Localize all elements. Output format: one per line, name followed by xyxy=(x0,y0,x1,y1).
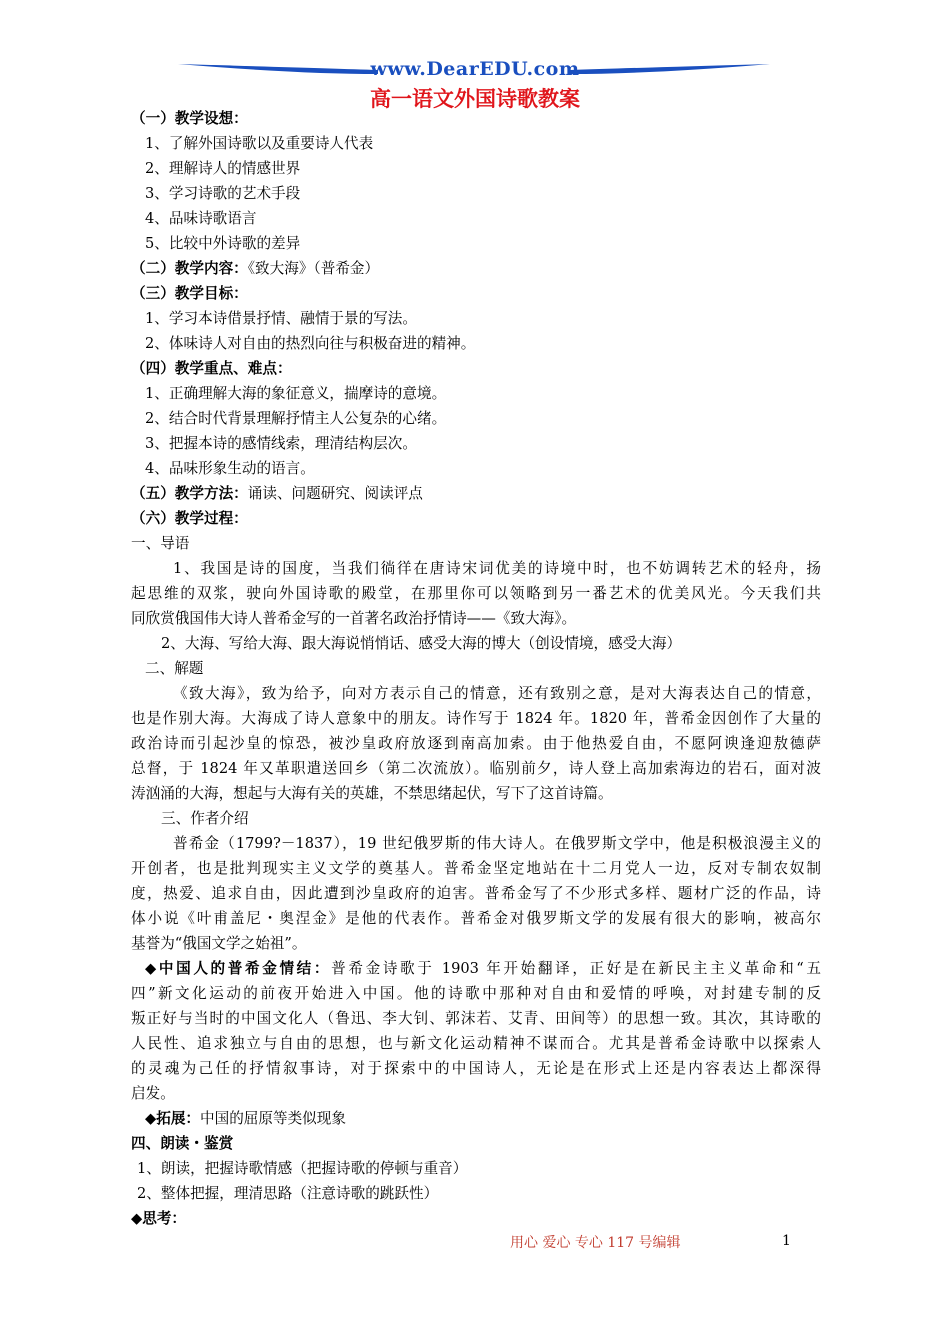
list-item: 2、理解诗人的情感世界 xyxy=(145,160,301,177)
footer-text: 用心 爱心 专心 117 号编辑 xyxy=(510,1235,681,1251)
list-item: 4、品味诗歌语言 xyxy=(145,210,257,227)
paragraph-line: 启发。 xyxy=(131,1085,175,1102)
paragraph xyxy=(131,556,821,631)
paragraph: 2、大海、写给大海、跟大海说悄悄话、感受大海的博大（创设情境，感受大海） xyxy=(161,635,682,652)
section-heading: （四）教学重点、难点： xyxy=(131,360,292,377)
list-item: 3、学习诗歌的艺术手段 xyxy=(145,185,301,202)
part-heading: 一、导语 xyxy=(131,535,190,552)
list-item: 1、正确理解大海的象征意义，揣摩诗的意境。 xyxy=(145,385,447,402)
part-heading: 二、解题 xyxy=(145,660,204,677)
section-heading: （三）教学目标： xyxy=(131,285,248,302)
paragraph-line: 度，热爱、追求自由，因此遭到沙皇政府的迫害。普希金写了不少形式多样、题材广泛的作品，诗 xyxy=(131,885,821,902)
paragraph-line: 开创者，也是批判现实主义文学的奠基人。普希金坚定地站在十二月党人一边，反对专制农奴制 xyxy=(131,860,821,877)
paragraph-line: 四”新文化运动的前夜开始进入中国。他的诗歌中那种对自由和爱情的呼唤，对封建专制的反 xyxy=(131,985,821,1002)
paragraph-line: 起思维的双浆，驶向外国诗歌的殿堂，在那里你可以领略到另一番艺术的优美风光。今天我们共 xyxy=(131,585,821,602)
list-item: 2、体味诗人对自由的热烈向往与积极奋进的精神。 xyxy=(145,335,476,352)
think-label: ◆思考： xyxy=(131,1210,187,1227)
paragraph-line: 总督，于 1824 年又革职遣送回乡（第二次流放）。临别前夕，诗人登上高加索海边的岩石，面对波 xyxy=(131,760,821,777)
extend-text: 中国的屈原等类似现象 xyxy=(200,1110,346,1127)
section-heading: （五）教学方法： xyxy=(131,485,248,502)
paragraph-line: 政治诗而引起沙皇的惊恐，被沙皇政府放逐到南高加索。由于他热爱自由，不愿阿谀逢迎敖德萨 xyxy=(131,735,821,752)
paragraph-line: 1、我国是诗的国度，当我们徜徉在唐诗宋词优美的诗境中时，也不妨调转艺术的轻舟，扬 xyxy=(173,560,821,577)
page-title: 高一语文外国诗歌教案 xyxy=(370,86,580,111)
paragraph-line: 叛正好与当时的中国文化人（鲁迅、李大钊、郭沫若、艾青、田间等）的思想一致。其次，其诗歌的 xyxy=(131,1010,821,1027)
page-number: 1 xyxy=(782,1233,791,1249)
list-item: 2、结合时代背景理解抒情主人公复杂的心绪。 xyxy=(145,410,447,427)
china-complex-label: ◆中国人的普希金情结： xyxy=(145,960,332,977)
paragraph xyxy=(131,956,821,1106)
paragraph-line: 人民性、追求独立与自由的思想，也与新文化运动精神不谋而合。尤其是普希金诗歌中以探索人 xyxy=(131,1035,821,1052)
paragraph xyxy=(131,831,821,956)
paragraph-line: 基誉为“俄国文学之始祖”。 xyxy=(131,935,307,952)
section-text: 《致大海》（普希金） xyxy=(247,260,380,277)
paragraph-line: 体小说《叶甫盖尼・奥涅金》是他的代表作。普希金对俄罗斯文学的发展有很大的影响，被高尔 xyxy=(131,910,821,927)
paragraph xyxy=(131,681,821,806)
site-url: www.DearEDU.com xyxy=(370,58,580,80)
extend-label: ◆拓展： xyxy=(145,1110,201,1127)
section-heading: （六）教学过程： xyxy=(131,510,248,527)
list-item: 5、比较中外诗歌的差异 xyxy=(145,235,301,252)
section-heading: 四、朗读・鉴赏 xyxy=(131,1135,234,1152)
paragraph-line: 《致大海》，致为给予，向对方表示自己的情意，还有致别之意，是对大海表达自己的情意， xyxy=(173,685,821,702)
list-item: 3、把握本诗的感情线索，理清结构层次。 xyxy=(145,435,417,452)
section-heading: （二）教学内容： xyxy=(131,260,248,277)
paragraph-line: 涛汹涌的大海，想起与大海有关的英雄，不禁思绪起伏，写下了这首诗篇。 xyxy=(131,785,613,802)
section-heading: （一）教学设想： xyxy=(131,110,248,127)
list-item: 4、品味形象生动的语言。 xyxy=(145,460,315,477)
section-text: 诵读、问题研究、阅读评点 xyxy=(247,485,423,502)
paragraph-line: 也是作别大海。大海成了诗人意象中的朋友。诗作写于 1824 年。1820 年，普希金因创作了大量的 xyxy=(131,710,821,727)
lesson-content xyxy=(131,106,821,1231)
list-item: 2、整体把握，理清思路（注意诗歌的跳跃性） xyxy=(137,1185,439,1202)
list-item: 1、了解外国诗歌以及重要诗人代表 xyxy=(145,135,374,152)
paragraph-line: 普希金诗歌于 1903 年开始翻译，正好是在新民主主义革命和“五 xyxy=(331,960,821,977)
part-heading: 三、作者介绍 xyxy=(161,810,249,827)
list-item: 1、朗读，把握诗歌情感（把握诗歌的停顿与重音） xyxy=(137,1160,468,1177)
paragraph-line: 同欣赏俄国伟大诗人普希金写的一首著名政治抒情诗——《致大海》。 xyxy=(131,610,577,627)
paragraph-line: 的灵魂为己任的抒情叙事诗，对于探索中的中国诗人，无论是在形式上还是内容表达上都深得 xyxy=(131,1060,821,1077)
paragraph-line: 普希金（1799?－1837），19 世纪俄罗斯的伟大诗人。在俄罗斯文学中，他是积极浪漫主义的 xyxy=(173,835,821,852)
list-item: 1、学习本诗借景抒情、融情于景的写法。 xyxy=(145,310,417,327)
